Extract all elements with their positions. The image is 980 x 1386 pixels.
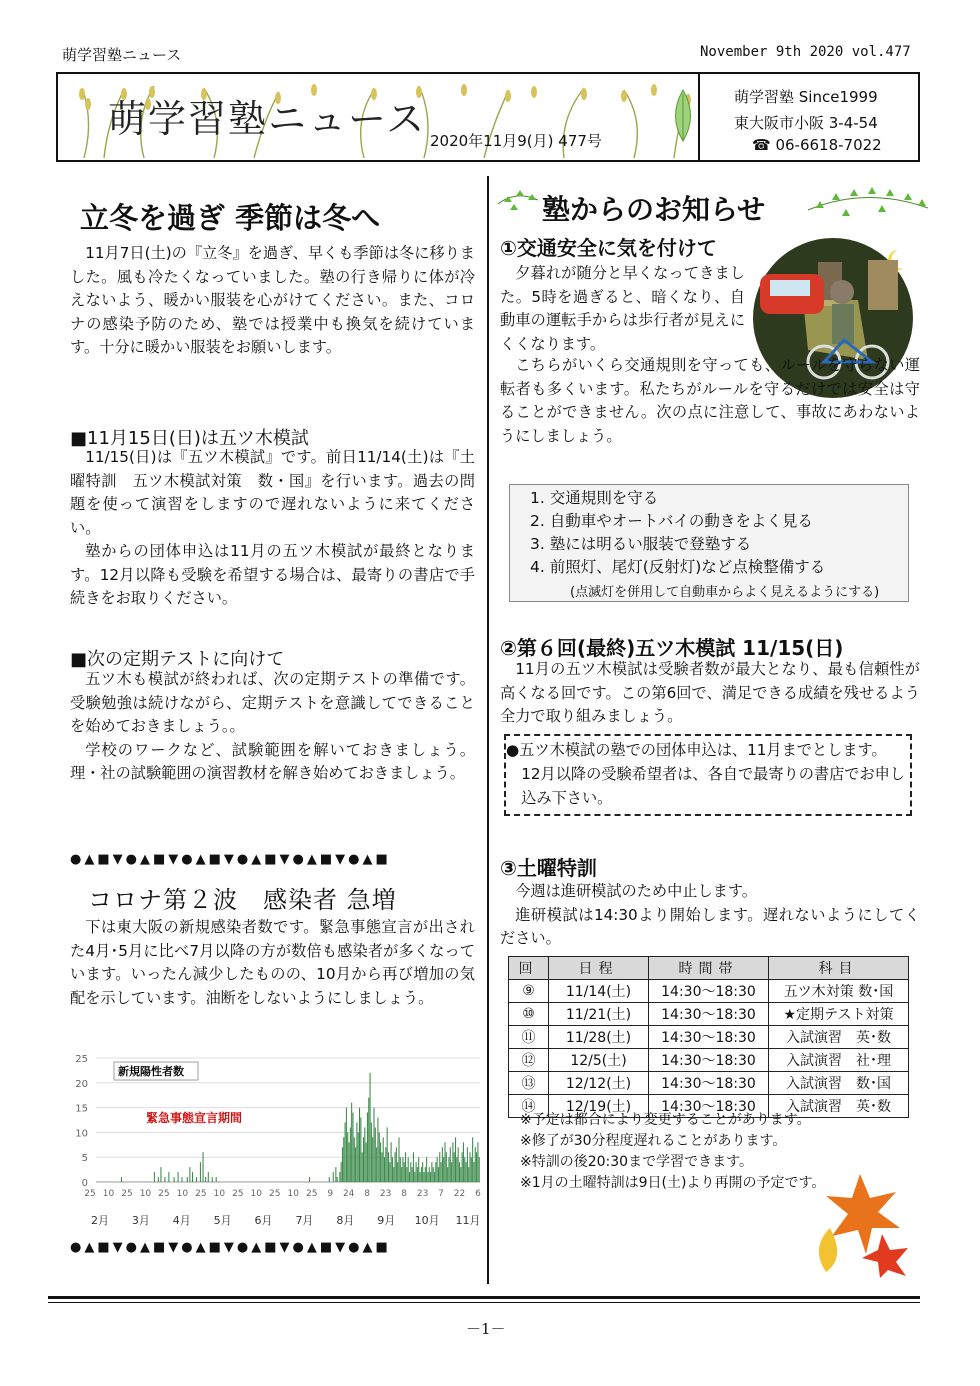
bar [373, 1108, 374, 1182]
bar [158, 1177, 159, 1182]
x-month-label: 9月 [377, 1214, 396, 1227]
saturday-training-paragraph-2: 進研模試は14:30より開始します。遅れないようにしてください。 [500, 905, 920, 947]
time-cell: 14:30～18:30 [649, 980, 769, 1003]
x-day-label: 22 [453, 1189, 466, 1199]
bar [467, 1147, 468, 1182]
leaf-icon [668, 86, 698, 146]
bar [393, 1167, 394, 1182]
subject-cell: 入試演習 数･国 [769, 1072, 909, 1095]
bar [447, 1167, 448, 1182]
mock-exam-paragraph-1: 11/15(日)は『五ツ木模試』です。前日11/14(土)は『土曜特訓 五ツ木模試対策 数・国』を行います。過去の問題を使って演習をしますので遅れないように来てください。 [70, 448, 475, 537]
bar [429, 1167, 430, 1182]
session-cell: ⑩ [509, 1003, 549, 1026]
x-day-label: 25 [158, 1189, 170, 1199]
time-cell: 14:30～18:30 [649, 1049, 769, 1072]
bar [412, 1167, 413, 1182]
bar [379, 1132, 380, 1182]
x-day-label: 25 [305, 1189, 318, 1199]
intro-paragraph: 11月7日(土)の『立冬』を過ぎ、早くも季節は冬に移りました。風も冷たくなっていました。塾の行き帰りに体が冷えないよう、暖かい服装を心がけてください。また、コロナの感染予防のため、塾では授業中も換気を続けています。十分に暖かい服装をお願いします。 [70, 244, 475, 356]
bar [364, 1127, 365, 1182]
time-cell: 14:30～18:30 [649, 1003, 769, 1026]
bar [421, 1167, 422, 1182]
bar [413, 1152, 414, 1182]
bar [464, 1157, 465, 1182]
bar [121, 1177, 122, 1182]
bar [351, 1103, 352, 1182]
bar [346, 1108, 347, 1182]
regular-test-paragraph-2: 学校のワークなど、試験範囲を解いておきましょう。理・社の試験範囲の演習教材を解き始めておきましょう。 [70, 740, 475, 782]
x-day-label: 23 [379, 1189, 392, 1199]
bar [395, 1152, 396, 1182]
bar [200, 1162, 201, 1182]
bar [187, 1177, 188, 1182]
bar [444, 1142, 445, 1182]
bar [433, 1167, 434, 1182]
bar [358, 1132, 359, 1182]
saturday-training-heading: ③土曜特訓 [500, 856, 597, 880]
bar [350, 1127, 351, 1182]
bar [475, 1147, 476, 1182]
x-month-label: 3月 [131, 1214, 150, 1227]
bar [181, 1177, 182, 1182]
x-day-label: 8 [364, 1189, 371, 1199]
chart-y-ticks [75, 1054, 88, 1189]
bar [348, 1142, 349, 1182]
x-day-label: 25 [195, 1189, 207, 1199]
mock-exam-paragraph-2: 塾からの団体申込は11月の五ツ木模試が最終となります。12月以降も受験を希望する場合は、最寄りの書店で手続きをお取りください。 [70, 542, 475, 607]
bar [367, 1113, 368, 1182]
x-month-label: 6月 [254, 1214, 273, 1227]
table-row [509, 980, 909, 1003]
schedule-notes [520, 1110, 825, 1194]
bar [174, 1177, 175, 1182]
bar [442, 1147, 443, 1182]
ivy-right-icon [806, 182, 930, 226]
session-cell: ⑪ [509, 1026, 549, 1049]
bar [439, 1152, 440, 1182]
bar [335, 1167, 336, 1182]
x-day-label: 10 [213, 1189, 226, 1199]
bar [448, 1157, 449, 1182]
bar [468, 1167, 469, 1182]
footer-rule-thick [48, 1296, 920, 1299]
bar [196, 1177, 197, 1182]
x-day-label: 25 [269, 1189, 281, 1199]
y-tick-label: 10 [75, 1128, 88, 1140]
bar [426, 1157, 427, 1182]
bar [359, 1108, 360, 1182]
table-row [509, 1026, 909, 1049]
y-tick-label: 0 [81, 1178, 88, 1189]
subject-cell: 五ツ木対策 数･国 [769, 980, 909, 1003]
application-notice-line-2: 12月以降の受験希望者は、各自で最寄りの書店でお申し込み下さい。 [521, 765, 906, 807]
bar [471, 1157, 472, 1182]
bar [406, 1167, 407, 1182]
session-cell: ⑬ [509, 1072, 549, 1095]
saturday-training-section [500, 880, 920, 951]
new-cases-chart [62, 1046, 482, 1232]
bar [462, 1152, 463, 1182]
bar [366, 1142, 367, 1182]
saturday-training-paragraph-1: 今週は進研模試のため中止します。 [515, 882, 757, 900]
bar [416, 1162, 417, 1182]
bar [454, 1152, 455, 1182]
bar [212, 1177, 213, 1182]
bar [164, 1177, 165, 1182]
bar [437, 1157, 438, 1182]
bar [452, 1142, 453, 1182]
bar [427, 1172, 428, 1182]
table-header-row [509, 957, 909, 980]
bar [460, 1167, 461, 1182]
table-row [509, 1072, 909, 1095]
bar [385, 1147, 386, 1182]
bar [466, 1162, 467, 1182]
org-phone: ☎ 06-6618-7022 [752, 136, 882, 154]
bar [352, 1113, 353, 1182]
application-notice-line-1: ●五ツ木模試の塾での団体申込は、11月までとします。 [506, 741, 887, 759]
session-cell: ⑭ [509, 1095, 549, 1118]
x-day-label: 25 [121, 1189, 133, 1199]
bar [389, 1162, 390, 1182]
ivy-left-icon [496, 186, 540, 216]
bar [463, 1142, 464, 1182]
note-item: ※修了が30分程度遅れることがあります。 [520, 1133, 787, 1149]
x-day-label: 9 [327, 1189, 334, 1199]
x-month-label: 8月 [336, 1214, 355, 1227]
rule-item: 2. 自動車やオートバイの動きをよく見る [530, 512, 813, 530]
x-day-label: 25 [232, 1189, 244, 1199]
time-cell: 14:30～18:30 [649, 1072, 769, 1095]
x-day-label: 23 [416, 1189, 429, 1199]
bar [417, 1167, 418, 1182]
regular-test-paragraph-1: 五ツ木も模試が終われば、次の定期テストの準備です。受験勉強は続けながら、定期テストを意識してできることを始めておきましょう。。 [70, 670, 475, 735]
bar [450, 1147, 451, 1182]
date-cell: 12/12(土) [549, 1072, 649, 1095]
bar [430, 1172, 431, 1182]
bar [401, 1167, 402, 1182]
bar [472, 1137, 473, 1182]
corona-heading: コロナ第２波 感染者 急増 [88, 886, 397, 914]
final-mock-exam-paragraph: 11月の五ツ木模試は受験者数が最大となり、最も信頼性が高くなる回です。この第6回で、満足できる成績を残せるよう全力で取り組みましょう。 [500, 660, 920, 725]
bar [337, 1177, 338, 1182]
regular-test-heading: ■次の定期テストに向けて [70, 649, 285, 670]
bar [355, 1147, 356, 1182]
rule-item: 4. 前照灯、尾灯(反射灯)など点検整備する [530, 558, 826, 576]
bar [329, 1177, 330, 1182]
bar [408, 1157, 409, 1182]
bar [435, 1162, 436, 1182]
col-header-date: 日程 [549, 957, 649, 980]
time-cell: 14:30～18:30 [649, 1095, 769, 1118]
traffic-safety-paragraph-2: こちらがいくら交通規則を守っても、ルールを守らない運転者も多くいます。私たちがルールを守るだけでは安全は守ることができません。次の点に注意して、事故にあわないようにしましょう。 [500, 356, 920, 445]
date-cell: 11/21(土) [549, 1003, 649, 1026]
bar [409, 1172, 410, 1182]
rule-note: (点滅灯を併用して自動車からよく見えるようにする) [570, 585, 880, 600]
regular-test-section [70, 668, 475, 786]
y-tick-label: 15 [75, 1103, 88, 1115]
autumn-leaves-illustration [800, 1168, 920, 1278]
bar [347, 1132, 348, 1182]
bar [354, 1137, 355, 1182]
schedule-table [508, 956, 909, 1118]
x-month-label: 4月 [172, 1214, 191, 1227]
bar [455, 1137, 456, 1182]
bar [458, 1147, 459, 1182]
x-day-label: 10 [139, 1189, 152, 1199]
safety-rules-box [509, 484, 909, 602]
bar [356, 1122, 357, 1182]
x-day-label: 6 [475, 1189, 481, 1199]
bar [391, 1142, 392, 1182]
shape-border-top: ●▲■▼●▲■▼●▲■▼●▲■▼●▲■▼●▲■ [70, 852, 391, 867]
session-cell: ⑫ [509, 1049, 549, 1072]
bar [392, 1157, 393, 1182]
bar [441, 1162, 442, 1182]
final-mock-exam-heading: ②第６回(最終)五ツ木模試 11/15(日) [500, 636, 844, 660]
bar [372, 1137, 373, 1182]
bar [216, 1177, 217, 1182]
bar [418, 1157, 419, 1182]
rule-item: 1. 交通規則を守る [530, 489, 659, 507]
bar [402, 1157, 403, 1182]
bar [422, 1162, 423, 1182]
x-day-label: 24 [342, 1189, 355, 1199]
date-cell: 12/19(土) [549, 1095, 649, 1118]
corona-paragraph: 下は東大阪の新規感染者数です。緊急事態宣言が出された4月･5月に比べ7月以降の方が数倍も感染者が多くなっています。いったん減少したものの、10月から再び増加の気配を示しています。油断をしないようにしましょう。 [70, 918, 475, 1007]
bar [362, 1152, 363, 1182]
bar [205, 1177, 206, 1182]
subject-cell: 入試演習 社･理 [769, 1049, 909, 1072]
chart-day-labels [84, 1189, 481, 1199]
bar [360, 1118, 361, 1182]
bar [414, 1172, 415, 1182]
chart-title: 新規陽性者数 [118, 1065, 184, 1078]
subject-cell: 入試演習 英･数 [769, 1095, 909, 1118]
bar [456, 1157, 457, 1182]
column-divider [487, 176, 489, 1284]
note-item: ※1月の土曜特訓は9日(土)より再開の予定です。 [520, 1175, 826, 1191]
rule-item: 3. 塾には明るい服装で登塾する [530, 535, 752, 553]
x-day-label: 8 [401, 1189, 407, 1199]
date-cell: 11/14(土) [549, 980, 649, 1003]
issue-date-volume: November 9th 2020 vol.477 [700, 44, 911, 60]
bar [376, 1147, 377, 1182]
bar [479, 1157, 480, 1182]
org-address: 東大阪市小阪 3-4-54 [734, 114, 878, 132]
session-cell: ⑨ [509, 980, 549, 1003]
bar [370, 1073, 371, 1182]
time-cell: 14:30～18:30 [649, 1026, 769, 1049]
bar [383, 1137, 384, 1182]
bar [208, 1172, 209, 1182]
application-notice-text [506, 738, 910, 810]
x-day-label: 10 [250, 1189, 263, 1199]
note-item: ※特訓の後20:30まで学習できます。 [520, 1154, 753, 1170]
subject-cell: 入試演習 英･数 [769, 1026, 909, 1049]
bar [154, 1172, 155, 1182]
x-month-label: 2月 [91, 1214, 109, 1227]
bar [339, 1172, 340, 1182]
chart-month-labels [91, 1214, 481, 1227]
mock-exam-section [70, 446, 475, 611]
bar [309, 1177, 310, 1182]
table-row [509, 1003, 909, 1026]
x-day-label: 7 [438, 1189, 444, 1199]
x-month-label: 7月 [295, 1214, 314, 1227]
traffic-safety-heading: ①交通安全に気を付けて [500, 236, 717, 260]
bar [400, 1157, 401, 1182]
bar [459, 1162, 460, 1182]
date-cell: 11/28(土) [549, 1026, 649, 1049]
bar [168, 1172, 169, 1182]
chart-annotation: 緊急事態宣言期間 [146, 1111, 243, 1125]
bar [476, 1152, 477, 1182]
masthead-title: 萌学習塾ニュース [108, 97, 427, 141]
bar [405, 1152, 406, 1182]
bar [333, 1172, 334, 1182]
bar [451, 1162, 452, 1182]
bar [341, 1162, 342, 1182]
note-item: ※予定は都合により変更することがあります。 [520, 1112, 811, 1128]
x-month-label: 5月 [213, 1214, 232, 1227]
bar [384, 1157, 385, 1182]
bar [388, 1152, 389, 1182]
bar [410, 1162, 411, 1182]
x-month-label: 10月 [414, 1214, 440, 1227]
bar [192, 1172, 193, 1182]
col-header-session: 回 [509, 957, 549, 980]
mock-exam-heading: ■11月15日(日)は五ツ木模試 [70, 428, 309, 449]
x-day-label: 25 [84, 1189, 96, 1199]
org-name: 萌学習塾 Since1999 [734, 88, 878, 106]
bar [477, 1142, 478, 1182]
bar [203, 1152, 204, 1182]
bar [363, 1137, 364, 1182]
traffic-safety-paragraph-1: 夕暮れが随分と早くなってきました。5時を過ぎると、暗くなり、自動車の運転手からは歩行者が見えにくくなります。 [500, 264, 745, 353]
x-day-label: 10 [176, 1189, 189, 1199]
table-row [509, 1049, 909, 1072]
bar [380, 1142, 381, 1182]
bar [446, 1152, 447, 1182]
bar [473, 1162, 474, 1182]
application-notice-box [504, 734, 912, 816]
bar [387, 1127, 388, 1182]
bar [375, 1127, 376, 1182]
bar [398, 1137, 399, 1182]
x-day-label: 10 [287, 1189, 299, 1199]
bar [343, 1137, 344, 1182]
bar [396, 1147, 397, 1182]
y-tick-label: 25 [75, 1054, 88, 1065]
newsletter-name: 萌学習塾ニュース [62, 46, 182, 64]
bar [404, 1162, 405, 1182]
footer-rule-thin [48, 1302, 920, 1303]
x-month-label: 11月 [455, 1214, 481, 1227]
bar [377, 1118, 378, 1182]
y-tick-label: 20 [75, 1078, 88, 1090]
left-headline: 立冬を過ぎ 季節は冬へ [80, 201, 381, 235]
masthead-divider [698, 74, 700, 160]
bar [420, 1172, 421, 1182]
x-day-label: 10 [102, 1189, 115, 1199]
y-tick-label: 5 [81, 1153, 88, 1165]
subject-cell: ★定期テスト対策 [769, 1003, 909, 1026]
bar [431, 1162, 432, 1182]
bar [423, 1172, 424, 1182]
bar [178, 1172, 179, 1182]
bar [160, 1167, 161, 1182]
date-cell: 12/5(土) [549, 1049, 649, 1072]
bar [345, 1122, 346, 1182]
bar [189, 1167, 190, 1182]
bar [438, 1167, 439, 1182]
bar [469, 1152, 470, 1182]
bar [425, 1167, 426, 1182]
bar [342, 1147, 343, 1182]
col-header-time: 時間帯 [649, 957, 769, 980]
notices-headline: 塾からのお知らせ [542, 193, 766, 226]
page-number: －1－ [466, 1320, 506, 1338]
masthead [56, 72, 920, 162]
bar [443, 1157, 444, 1182]
bar [397, 1162, 398, 1182]
shape-border-bottom: ●▲■▼●▲■▼●▲■▼●▲■▼●▲■▼●▲■ [70, 1240, 391, 1255]
chart-bars [121, 1073, 480, 1182]
bar [368, 1098, 369, 1182]
masthead-date: 2020年11月9(月) 477号 [430, 132, 602, 150]
bar [434, 1172, 435, 1182]
bar [381, 1152, 382, 1182]
col-header-subject: 科目 [769, 957, 909, 980]
bar [371, 1122, 372, 1182]
